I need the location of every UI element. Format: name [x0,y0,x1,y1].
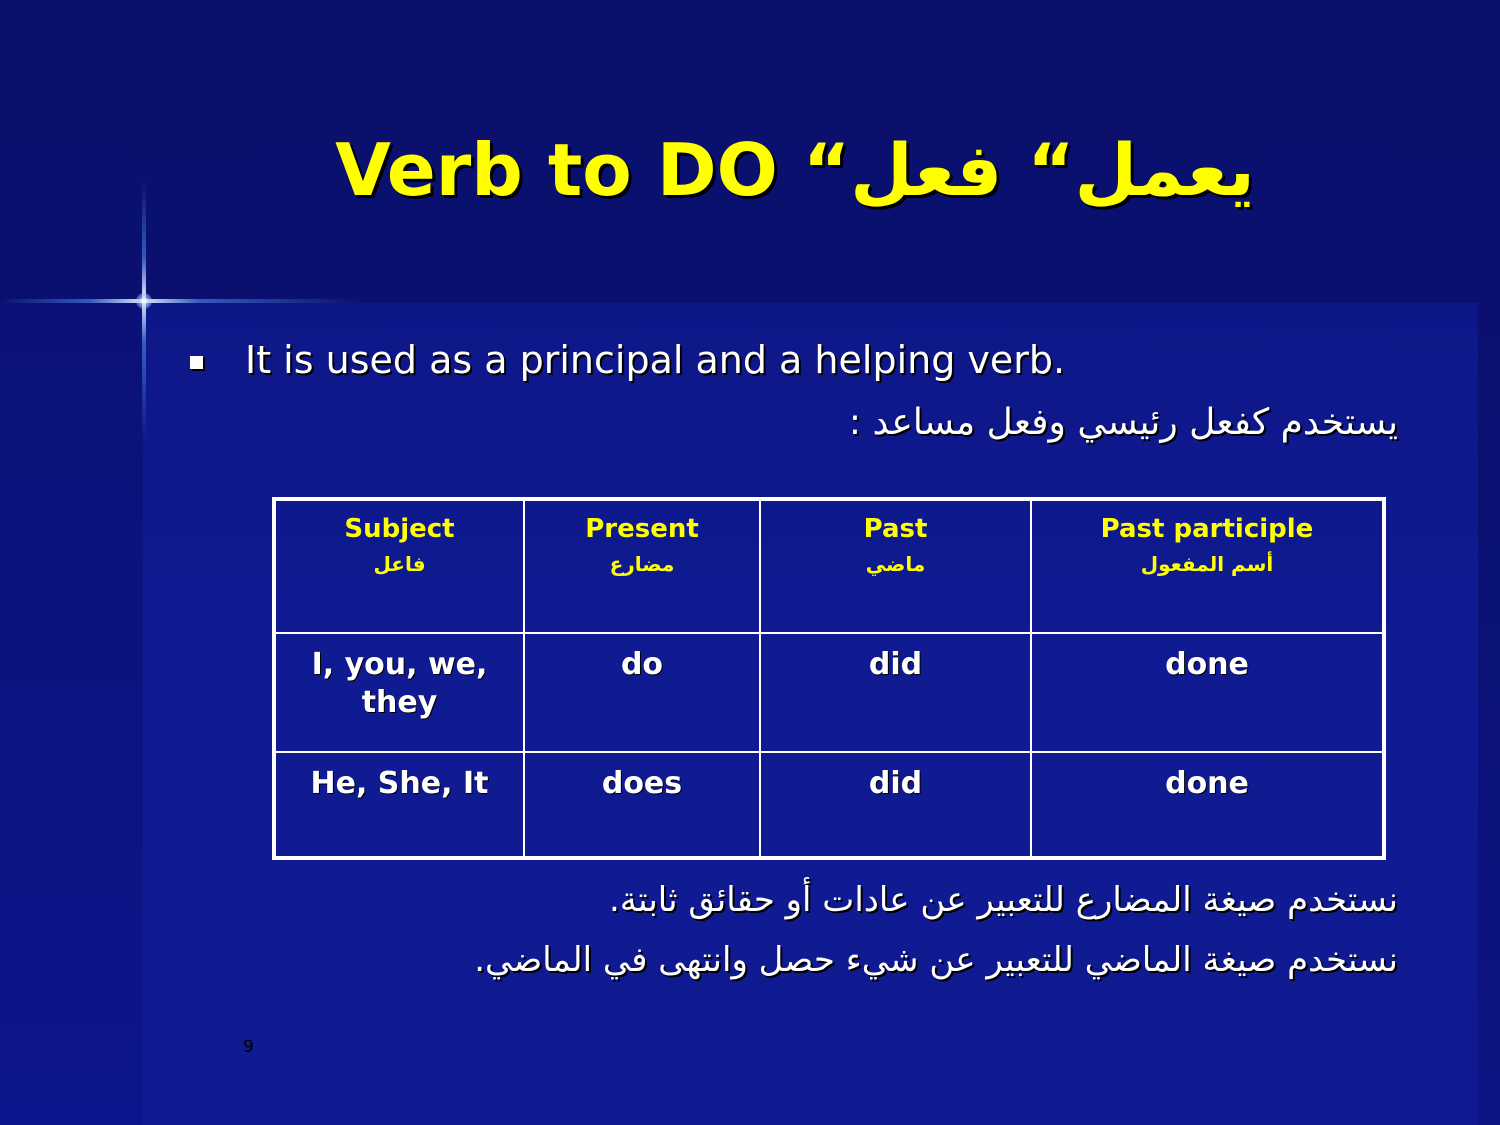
header-cell-present [524,499,760,633]
verb-forms-table [272,497,1386,860]
light-flare-horizontal [0,299,360,303]
header-label-en: Subject [344,514,455,544]
arabic-note-past: نستخدم صيغة الماضي للتعبير عن شيء حصل وانتهى في الماضي. [474,940,1398,980]
bullet-item [190,335,1065,385]
bullet-text: It is used as a principal and a helping verb. [245,338,1066,382]
slide-title: Verb to DO “يعمل“ فعل [335,128,1255,212]
header-label-ar: ماضي [865,552,926,576]
table-cell: done [1031,633,1384,752]
table-header-row [274,499,1384,633]
arabic-note-present: نستخدم صيغة المضارع للتعبير عن عادات أو حقائق ثابتة. [609,880,1398,920]
header-label-ar: مضارع [609,552,675,576]
table-cell: I, you, we, they [274,633,524,752]
header-cell-past [760,499,1031,633]
header-label-ar: أسم المفعول [1140,552,1274,576]
header-cell-past-participle [1031,499,1384,633]
light-flare-vertical [142,180,146,440]
header-label-en: Past participle [1100,514,1314,544]
header-label-en: Present [585,514,699,544]
header-label-ar: فاعل [373,552,426,576]
table-cell: does [524,752,760,858]
header-label-en: Past [863,514,928,544]
square-bullet-icon [190,356,203,369]
table-cell: do [524,633,760,752]
table-cell: did [760,633,1031,752]
table-row [274,752,1384,858]
header-cell-subject [274,499,524,633]
left-panel-shade [0,303,143,1125]
table-cell: He, She, It [274,752,524,858]
page-number: 9 [243,1037,254,1057]
table-cell: done [1031,752,1384,858]
arabic-subtitle: يستخدم كفعل رئيسي وفعل مساعد : [848,402,1398,443]
table-row [274,633,1384,752]
table-cell: did [760,752,1031,858]
light-flare-core [136,293,152,309]
